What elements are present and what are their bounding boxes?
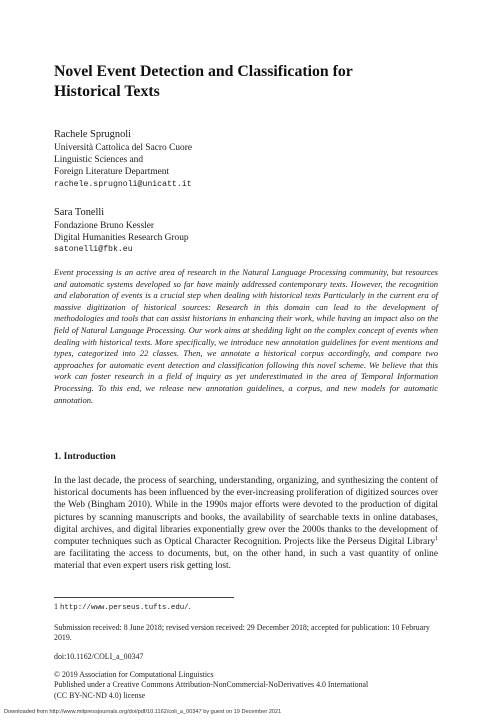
submission-info: Submission received: 8 June 2018; revised version received: 29 December 2018; accepted for publication: 10 February 2019. — [54, 623, 430, 643]
footnote-marker[interactable]: 1 — [435, 535, 438, 542]
footnote-suffix: . — [188, 602, 191, 611]
affiliation-line: Foreign Literature Department — [54, 167, 170, 178]
abstract: Event processing is an active area of research in the Natural Language Processing community, but resources and automatic systems developed so far have mainly addressed contemporary texts. However, the recognition and elaboration of events is a crucial step when dealing with historical texts Particularly in the current era of massive digitization of historical sources: Research in this domain can lead to the development of methodologies and tools that can assist historians in enhancing their work, while having an impact also on the field of Natural Language Processing. Our work aims at shedding light on the complex concept of events when dealing with historical texts. More specifically, we introduce new annotation guidelines for event mentions and types, categorized into 22 classes. Then, we annotate a historical corpus accordingly, and compare two approaches for automatic event detection and classification following this novel scheme. We believe that this work can foster research in a field of inquiry as yet underestimated in the area of Temporal Information Processing. To this end, we release new annotation guidelines, a corpus, and new models for automatic annotation. — [54, 267, 438, 405]
footnote-number: 1 — [54, 602, 58, 611]
doi[interactable]: doi:10.1162/COLI_a_00347 — [54, 652, 144, 661]
author-name: Sara Tonelli — [54, 207, 105, 218]
introduction-paragraph — [54, 475, 438, 573]
affiliation-line: Linguistic Sciences and — [54, 155, 144, 166]
affiliation-line: Digital Humanities Research Group — [54, 233, 189, 244]
section-heading: 1. Introduction — [54, 451, 116, 462]
footnote-divider — [54, 597, 234, 598]
paragraph-text: are facilitating the access to documents, but, on the other hand, in such a vast quantity of online material that even expert users risk getting lost. — [54, 549, 438, 572]
download-watermark: Downloaded from http://www.mitpressjournals.org/doi/pdf/10.1162/coli_a_00347 by guest on 19 December 2021 — [4, 709, 282, 715]
paragraph-text: In the last decade, the process of searching, understanding, organizing, and synthesizing the content of historical documents has been influenced by the ever-increasing proliferation of digitized sources over the Web (Bingham 2010). While in the 1990s major efforts were devoted to the production of digital pictures by scanning manuscripts and books, the availability of searchable texts in online databases, digital archives, and digital libraries exponentially grew over the 2000s thanks to the development of computer techniques such as Optical Character Recognition. Projects like the Perseus Digital Library — [54, 476, 438, 548]
author-email[interactable]: rachele.sprugnoli@unicatt.it — [54, 179, 192, 189]
copyright-line: © 2019 Association for Computational Linguistics — [54, 670, 214, 679]
license-line: Published under a Creative Commons Attribution-NonCommercial-NoDerivatives 4.0 International — [54, 680, 369, 690]
footnote-url[interactable]: http://www.perseus.tufts.edu/ — [60, 604, 189, 612]
affiliation-line: Università Cattolica del Sacro Cuore — [54, 143, 192, 153]
copyright-block — [54, 670, 438, 701]
paper-title: Novel Event Detection and Classification for Historical Texts — [54, 63, 353, 100]
affiliation-line: Fondazione Bruno Kessler — [54, 221, 154, 231]
author-email[interactable]: satonelli@fbk.eu — [54, 245, 133, 255]
author-block-1 — [54, 128, 438, 191]
author-name: Rachele Sprugnoli — [54, 129, 132, 140]
license-line: (CC BY-NC-ND 4.0) license — [54, 690, 146, 700]
footnote — [54, 602, 191, 612]
author-block-2 — [54, 206, 438, 257]
